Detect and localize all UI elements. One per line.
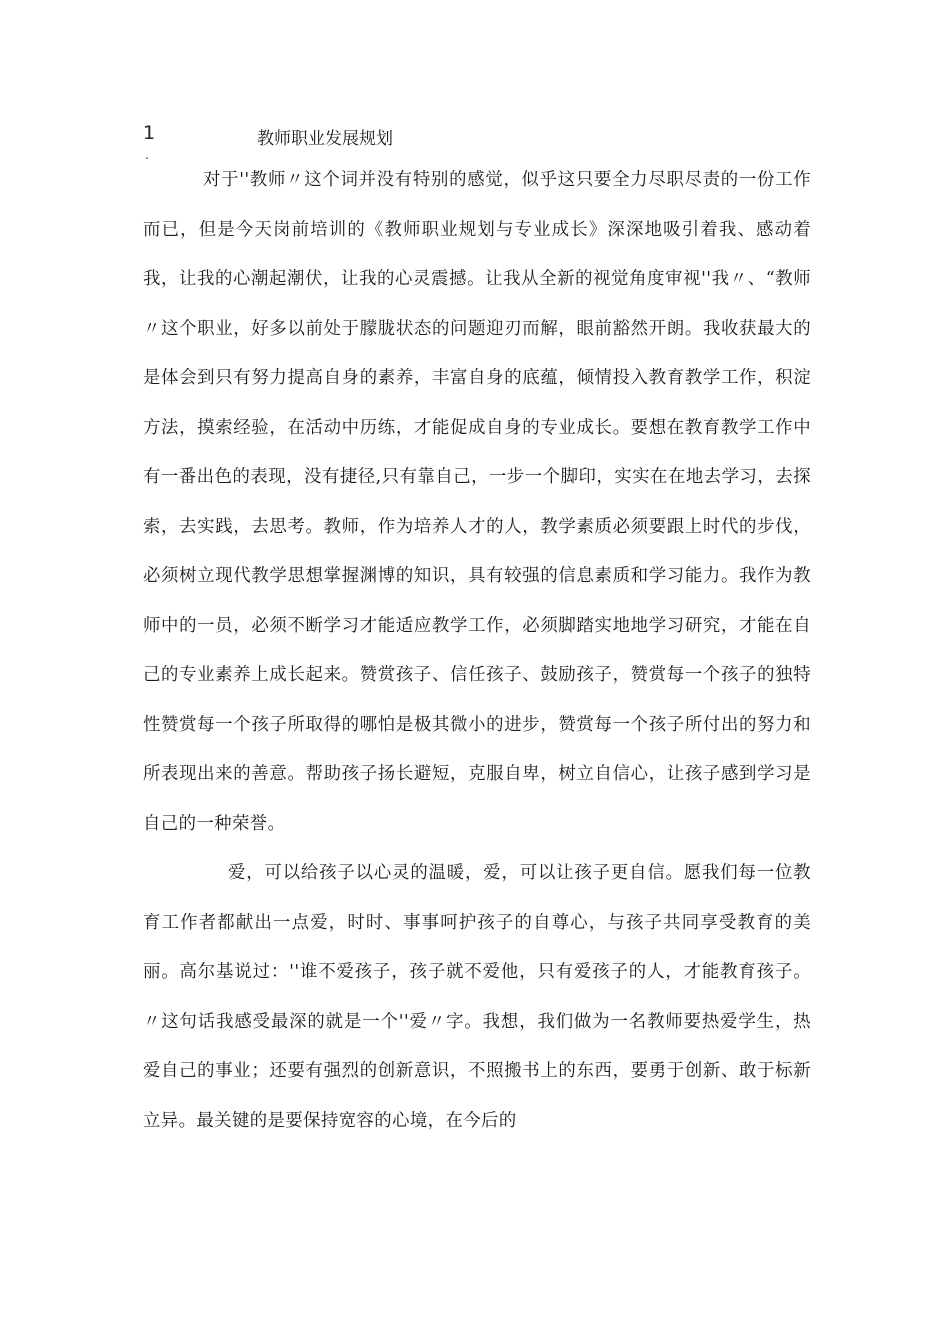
paragraph-2: 爱，可以给孩子以心灵的温暖，爱，可以让孩子更自信。愿我们每一位教育工作者都献出一点爱，时时、事事呵护孩子的自尊心，与孩子共同享受教育的美丽。高尔基说过：''谁不爱孩子，孩子就不爱他，只有爱孩子的人，才能教育孩子。〃这句话我感受最深的就是一个''爱〃字。我想，我们做为一名教师要热爱学生，热爱自己的事业；还要有强烈的创新意识，不照搬书上的东西，要勇于创新、敢于标新立异。最关键的是要保持宽容的心境，在今后的 [143, 863, 811, 1131]
heading-dot: . [145, 148, 149, 162]
heading-title: 教师职业发展规划 [257, 129, 393, 149]
paragraph-1: 对于''教师〃这个词并没有特别的感觉，似乎这只要全力尽职尽责的一份工作而已，但是今天岗前培训的《教师职业规划与专业成长》深深地吸引着我、感动着我，让我的心潮起潮伏，让我的心灵震撼。让我从全新的视觉角度审视''我〃、“教师〃这个职业，好多以前处于朦胧状态的问题迎刃而解，眼前豁然开朗。我收获最大的是体会到只有努力提高自身的素养，丰富自身的底蕴，倾情投入教育教学工作，积淀方法，摸索经验，在活动中历练，才能促成自身的专业成长。要想在教育教学工作中有一番出色的表现，没有捷径,只有靠自己，一步一个脚印，实实在在地去学习，去探索，去实践，去思考。教师，作为培养人才的人，教学素质必须要跟上时代的步伐，必须树立现代教学思想掌握渊博的知识，具有较强的信息素质和学习能力。我作为教师中的一员，必须不断学习才能适应教学工作，必须脚踏实地地学习研究，才能在自己的专业素养上成长起来。赞赏孩子、信任孩子、鼓励孩子，赞赏每一个孩子的独特性赞赏每一个孩子所取得的哪怕是极其微小的进步，赞赏每一个孩子所付出的努力和所表现出来的善意。帮助孩子扬长避短，克服自卑，树立自信心，让孩子感到学习是自己的一种荣誉。 [143, 170, 811, 834]
body-text [143, 156, 811, 1146]
heading-number: 1 [143, 122, 156, 144]
